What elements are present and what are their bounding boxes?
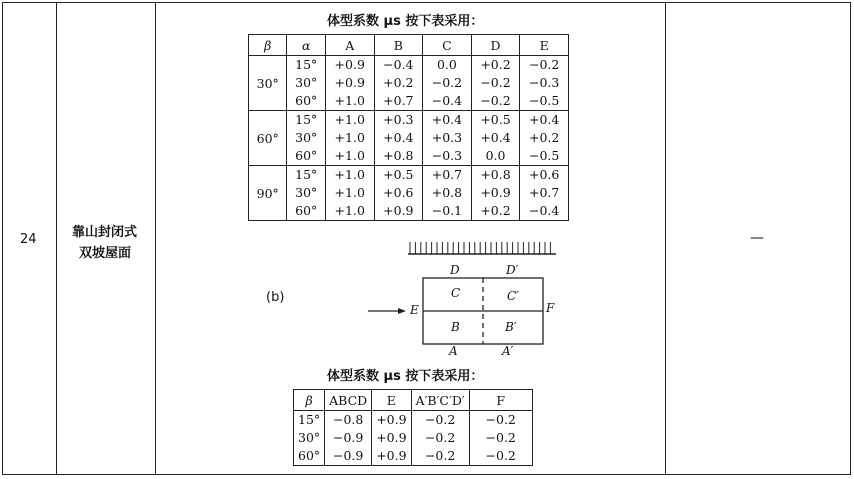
label-D: D bbox=[450, 263, 460, 277]
table1-header-row bbox=[249, 35, 569, 56]
header-F: F bbox=[469, 390, 532, 411]
label-A-prime: A′ bbox=[502, 344, 514, 358]
alpha-cell: 15° 30° 60° bbox=[287, 166, 325, 221]
value-cell: +0.2 −0.2 −0.2 bbox=[471, 56, 520, 111]
value-cell: −0.2 −0.2 −0.2 bbox=[411, 411, 469, 466]
remark-dash: — bbox=[750, 230, 764, 246]
header-B: B bbox=[374, 35, 423, 56]
column-divider bbox=[155, 2, 156, 475]
table-row bbox=[249, 166, 569, 221]
value-cell: −0.8 −0.9 −0.9 bbox=[325, 411, 372, 466]
coefficient-table-1 bbox=[248, 34, 569, 221]
header-ABCD: ABCD bbox=[325, 390, 372, 411]
header-beta: β bbox=[294, 390, 325, 411]
header-C: C bbox=[423, 35, 472, 56]
value-cell: +0.5 +0.4 0.0 bbox=[471, 111, 520, 166]
value-cell: +0.6 +0.7 −0.4 bbox=[520, 166, 569, 221]
table-row bbox=[249, 56, 569, 111]
region-B-prime: B′ bbox=[505, 320, 517, 334]
table1-heading: 体型系数 μs 按下表采用： bbox=[327, 14, 484, 29]
coefficient-table-2 bbox=[293, 389, 533, 466]
header-alpha: α bbox=[287, 35, 325, 56]
beta-cell: 90° bbox=[249, 166, 287, 221]
value-cell: +0.3 +0.4 +0.8 bbox=[374, 111, 423, 166]
label-F: F bbox=[546, 301, 555, 315]
value-cell: +0.4 +0.3 −0.3 bbox=[423, 111, 472, 166]
alpha-cell: 15° 30° 60° bbox=[287, 56, 325, 111]
value-cell: +0.9 +0.9 +1.0 bbox=[325, 56, 374, 111]
alpha-cell: 15° 30° 60° bbox=[287, 111, 325, 166]
region-C: C bbox=[451, 286, 461, 300]
column-divider bbox=[665, 2, 666, 475]
header-E: E bbox=[372, 390, 411, 411]
value-cell: +1.0 +1.0 +1.0 bbox=[325, 111, 374, 166]
diagram-label: (b) bbox=[266, 290, 285, 305]
value-cell: +0.4 +0.2 −0.5 bbox=[520, 111, 569, 166]
row-number: 24 bbox=[20, 232, 37, 247]
value-cell: −0.4 +0.2 +0.7 bbox=[374, 56, 423, 111]
label-D-prime: D′ bbox=[506, 263, 519, 277]
roof-type-line1: 靠山封闭式 bbox=[72, 225, 138, 240]
header-D: D bbox=[471, 35, 520, 56]
table-row bbox=[249, 111, 569, 166]
wind-arrow-head bbox=[398, 308, 406, 314]
table-row bbox=[294, 411, 533, 466]
value-cell: +1.0 +1.0 +1.0 bbox=[325, 166, 374, 221]
header-E: E bbox=[520, 35, 569, 56]
beta-cell: 15° 30° 60° bbox=[294, 411, 325, 466]
value-cell: −0.2 −0.2 −0.2 bbox=[469, 411, 532, 466]
value-cell: +0.7 +0.8 −0.1 bbox=[423, 166, 472, 221]
table2-heading: 体型系数 μs 按下表采用： bbox=[327, 369, 484, 384]
region-B: B bbox=[451, 320, 460, 334]
table2-header-row bbox=[294, 390, 533, 411]
header-A: A bbox=[325, 35, 374, 56]
value-cell: +0.8 +0.9 +0.2 bbox=[471, 166, 520, 221]
value-cell: 0.0 −0.2 −0.4 bbox=[423, 56, 472, 111]
value-cell: −0.2 −0.3 −0.5 bbox=[520, 56, 569, 111]
roof-type-line2: 双坡屋面 bbox=[79, 246, 132, 261]
label-A: A bbox=[449, 344, 458, 358]
header-beta: β bbox=[249, 35, 287, 56]
roof-plan-diagram bbox=[360, 270, 560, 360]
region-C-prime: C′ bbox=[507, 289, 519, 303]
label-E: E bbox=[410, 303, 419, 317]
beta-cell: 60° bbox=[249, 111, 287, 166]
hatch-ruler bbox=[408, 240, 556, 258]
header-ABCD-prime: A′B′C′D′ bbox=[411, 390, 469, 411]
beta-cell: 30° bbox=[249, 56, 287, 111]
column-divider bbox=[56, 2, 57, 475]
value-cell: +0.9 +0.9 +0.9 bbox=[372, 411, 411, 466]
value-cell: +0.5 +0.6 +0.9 bbox=[374, 166, 423, 221]
